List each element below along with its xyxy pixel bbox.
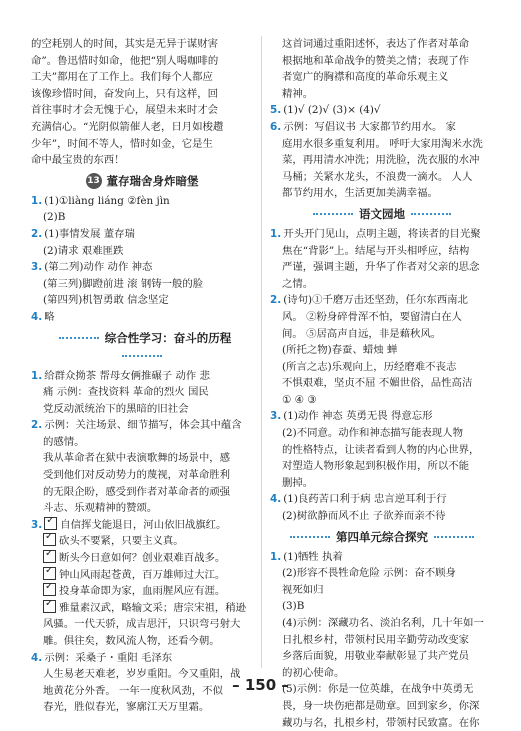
- answer-line: [270, 259, 494, 276]
- answer-line: [31, 467, 253, 484]
- answer-text: 乡落后面貌，用敬业奉献彰显了共产党员: [282, 650, 470, 663]
- heading-rule: [290, 536, 330, 538]
- item-number: 1.: [270, 227, 282, 240]
- answer-text: 的无限企盼，感受到作者对革命者的顽强: [43, 485, 231, 498]
- yuwenyuandi-answers: [270, 226, 494, 525]
- item-number: 2.: [270, 294, 282, 307]
- heading-rule: [122, 355, 162, 357]
- answer-text: (1)牺牲 执着: [283, 550, 343, 563]
- answer-line: [31, 434, 253, 451]
- answer-line: [270, 243, 494, 260]
- answer-text: 受到他们对反动势力的蔑视，对革命胜利: [43, 469, 231, 482]
- answer-line: [270, 392, 494, 409]
- item-number: 6.: [270, 120, 282, 133]
- answer-text: 春光，胜似春光，寥廓江天万里霜。: [43, 701, 210, 714]
- text-line: 者宽广的胸襟和高度的革命乐观主义: [282, 71, 449, 84]
- zonghexing-answers: [31, 368, 253, 716]
- left-column: [31, 36, 253, 716]
- answer-line: [31, 450, 253, 467]
- item-number: 3.: [31, 518, 43, 531]
- item-number: 3.: [270, 410, 282, 423]
- answer-line: [31, 243, 253, 260]
- answer-line: [31, 484, 253, 501]
- answer-text: 略: [44, 310, 55, 323]
- answer-text: 给群众拗茶 帮母女俩推碾子 动作 悲: [44, 369, 210, 382]
- answer-line: [270, 226, 494, 243]
- column-divider: [261, 36, 262, 668]
- poem-line: 自信挥戈能退日，河山依旧战旗红。: [60, 518, 227, 531]
- answer-text: 人生易老天难老，岁岁重阳。今又重阳，战: [43, 668, 241, 681]
- answer-text: (1)良药苦口利于病 忠言逆耳利于行: [283, 493, 447, 506]
- answer-line: [270, 375, 494, 392]
- page-number: – 150 –: [232, 676, 289, 694]
- answer-line: [31, 226, 253, 243]
- answer-text: 删掉。: [282, 476, 314, 489]
- section-heading-13: [31, 172, 253, 190]
- answer-line: [270, 458, 494, 475]
- heading-rule: [313, 213, 353, 215]
- item-number: 4.: [270, 493, 282, 506]
- answer-line: [31, 417, 253, 434]
- answer-text: 的性格特点，让读者看到人物的内心世界，: [282, 443, 480, 456]
- text-line: 精神。: [282, 87, 314, 100]
- item-number: 3.: [31, 261, 43, 274]
- answer-text: (2)不同意。动作和神态描写能表现人物: [282, 427, 463, 440]
- lesson-number-badge: 13: [86, 173, 102, 189]
- answer-line: [270, 598, 494, 615]
- answer-line: [31, 401, 253, 418]
- text-line: 命中最宝贵的东西！: [31, 154, 125, 167]
- answer-text: 日扎根乡村，带领村民用辛勤劳动改变家: [282, 633, 470, 646]
- answer-line: [270, 152, 494, 169]
- answer-line: [270, 326, 494, 343]
- left-intro: [31, 36, 253, 169]
- answer-line: [270, 615, 494, 632]
- poem-line: 风骚。一代天骄，成吉思汗，只识弯弓射大: [43, 618, 241, 631]
- answer-text: ① ④ ③: [282, 393, 317, 406]
- answer-text: 庭用水很多重复利用。 呼吁大家用淘米水洗: [282, 137, 483, 150]
- answer-text: 的感情。: [43, 435, 85, 448]
- answer-line: [270, 408, 494, 425]
- answer-line: [270, 442, 494, 459]
- unit4-answers: [270, 549, 494, 731]
- answer-line: [270, 698, 494, 715]
- poem-line: 雕。俱往矣，数风流人物，还看今朝。: [43, 635, 220, 647]
- answer-line: [31, 368, 253, 385]
- answer-text: 焦在“背影”上。结尾与开头相呼应，结构: [282, 244, 470, 257]
- text-line: 工夫”都用在了工作上。我们每个人都应: [31, 71, 213, 84]
- answer-line: [270, 276, 494, 293]
- answer-text: 斗志、乐观精神的赞颂。: [43, 502, 158, 515]
- answer-line: [31, 276, 253, 293]
- answer-text: (2)形容不畏牲命危险 示例：奋不顾身: [282, 567, 456, 580]
- checkbox-checked-icon: [43, 567, 56, 580]
- heading-rule: [434, 536, 474, 538]
- answer-line: [31, 633, 253, 650]
- items-5-6: [270, 102, 494, 202]
- answer-text: 视死如归: [282, 583, 324, 596]
- poem-line: 钟山风雨起苍黄，百万雄师过大江。: [59, 568, 226, 581]
- answer-line: [31, 533, 253, 550]
- checkbox-checked-icon: [43, 583, 56, 596]
- section-heading-unit4: [270, 528, 494, 546]
- answer-line: [31, 517, 253, 534]
- poem-line: 砍头不要紧，只要主义真。: [59, 535, 184, 548]
- answer-text: 藏功与名，扎根乡村，带领村民致富。在你: [282, 716, 480, 729]
- item-number: 4.: [31, 651, 43, 664]
- text-line: 命”。鲁迅惜时如命，他把“别人喝咖啡的: [31, 54, 219, 67]
- answer-line: [270, 185, 494, 202]
- right-intro: [270, 36, 494, 102]
- answer-text: 严谨，强调主题，升华了作者对父亲的思念: [282, 261, 480, 274]
- answer-line: [31, 583, 253, 600]
- answer-text: 我从革命者在狱中表演歌舞的场景中，感: [43, 452, 231, 465]
- item-number: 1.: [270, 550, 282, 563]
- answer-line: [31, 600, 253, 617]
- text-line: 根据地和革命战争的赞美之情；表现了作: [282, 54, 470, 67]
- answer-line: [270, 508, 494, 525]
- text-line: 充满信心。“光阴似箭催人老，日月如梭趱: [31, 120, 224, 133]
- item-number: 4.: [31, 310, 43, 323]
- answer-text: 开头开门见山，点明主题，将读者的目光聚: [283, 227, 481, 240]
- checkbox-checked-icon: [43, 600, 56, 613]
- answer-text: 之情。: [282, 277, 314, 290]
- answer-text: 风。 ②粉身碎骨浑不怕，要留清白在人: [282, 310, 462, 323]
- item-number: 1.: [31, 194, 43, 207]
- answer-text: (第二列)动作 动作 神态: [44, 261, 153, 274]
- text-line: 首往事时才会无愧于心，展望未来时才会: [31, 104, 219, 117]
- answer-line: [270, 136, 494, 153]
- answer-line: [270, 582, 494, 599]
- answer-text: 示例：写倡议书 大家都节约用水。 家: [283, 120, 457, 133]
- answer-line: [270, 119, 494, 136]
- answer-line: [270, 491, 494, 508]
- poem-line: 断头今日意如何？创业艰难百战多。: [59, 552, 226, 565]
- answer-line: [270, 102, 494, 119]
- answer-text: 间。 ⑤居高声自远，非是藉秋风。: [282, 327, 442, 340]
- answer-text: 地黄花分外香。 一年一度秋风劲，不似: [43, 684, 223, 697]
- answer-text: (所托之物)春蚕、蜡烛 蝉: [282, 344, 398, 357]
- section-title: 第四单元综合探究: [336, 529, 428, 544]
- answer-text: (第四列)机智勇敢 信念坚定: [43, 294, 169, 307]
- answer-text: 畏，身一块伤疤都是勋章。回到家乡，你深: [282, 699, 480, 712]
- checkbox-checked-icon: [43, 550, 56, 563]
- item-number: 2.: [31, 419, 43, 432]
- answer-text: 不惧艰难，坚贞不屈 不媚世俗，品性高洁: [282, 377, 473, 390]
- section-heading-yuwenyuandi: [270, 205, 494, 223]
- answer-text: 示例：关注场景、细节描写，体会其中蕴含: [44, 419, 242, 432]
- answer-line: [270, 715, 494, 731]
- answer-text: 菜，再用清水冲洗；用洗脸，洗衣服的水冲: [282, 154, 480, 167]
- answer-line: [31, 699, 253, 716]
- answer-line: [270, 359, 494, 376]
- text-line: 少年”，时间不等人，惜时如金，它是生: [31, 137, 213, 150]
- section-title: 语文园地: [359, 206, 405, 221]
- answer-line: [31, 650, 253, 667]
- answer-line: [31, 292, 253, 309]
- answer-line: [270, 169, 494, 186]
- answer-text: (3)B: [282, 600, 305, 613]
- answer-text: (2)树欲静而风不止 子欲养而亲不待: [282, 510, 446, 523]
- answer-line: [270, 425, 494, 442]
- section-title: 董存瑞舍身炸暗堡: [106, 173, 199, 188]
- answer-text: (1)①liàng liáng ②fèn jìn: [44, 194, 170, 207]
- item-number: 2.: [31, 227, 43, 240]
- answer-text: (1)√ (2)√ (3)× (4)√: [283, 104, 381, 117]
- answer-line: [270, 309, 494, 326]
- answer-line: [31, 209, 253, 226]
- answer-text: 痛 示例：查找资料 革命的烈火 国民: [43, 386, 209, 399]
- answer-line: [270, 549, 494, 566]
- section-heading-zonghexing: [31, 329, 253, 365]
- answer-text: (所言之志)乐观向上，历经磨难不丧志: [282, 360, 457, 373]
- section-title: 综合性学习：奋斗的历程: [104, 330, 232, 345]
- checkbox-checked-icon: [44, 517, 57, 530]
- text-line: 这首词通过重阳述怀，表达了作者对革命: [282, 38, 470, 50]
- answer-text: 对塑造人物形象起到积极作用，所以不能: [282, 460, 470, 473]
- text-line: 的空耗别人的时间，其实是无异于谋财害: [31, 38, 219, 50]
- answer-line: [31, 500, 253, 517]
- answer-line: [270, 292, 494, 309]
- answer-line: [31, 193, 253, 210]
- answer-line: [270, 342, 494, 359]
- right-column: [270, 36, 494, 731]
- answer-line: [270, 632, 494, 649]
- answer-text: 的初心使命。: [282, 666, 345, 679]
- answer-text: 都节约用水，生活更加美满幸福。: [282, 187, 438, 200]
- answer-text: 马桶；关紧水龙头，不浪费一滴水。 人人: [282, 170, 473, 183]
- answer-line: [270, 475, 494, 492]
- answer-text: (2)请求 艰难匪跌: [43, 244, 124, 257]
- poem-line: 投身革命即为家，血雨腥风应有涯。: [59, 585, 226, 598]
- answer-line: [31, 259, 253, 276]
- answer-line: [31, 567, 253, 584]
- item-number: 1.: [31, 369, 43, 382]
- answer-text: (2)B: [43, 211, 66, 224]
- answer-line: [270, 648, 494, 665]
- answer-line: [31, 550, 253, 567]
- answer-text: (4)示例：深藏功名、淡泊名利，几十年如一: [282, 617, 484, 629]
- answer-text: (5)示例：你是一位英雄，在战争中英勇无: [282, 683, 474, 696]
- section-13-answers: [31, 193, 253, 326]
- text-line: 该像珍惜时间，奋发向上，只有这样，回: [31, 87, 219, 100]
- answer-text: (1)事情发展 董存瑞: [44, 227, 135, 240]
- answer-text: (第三列)脚蹬前进 滚 钢铸一般的脸: [43, 277, 204, 290]
- checkbox-checked-icon: [43, 533, 56, 546]
- item-number: 5.: [270, 104, 282, 117]
- poem-line: 雅量素汉武，略输文采；唐宗宋祖，稍逊: [59, 601, 247, 614]
- heading-rule: [411, 213, 451, 215]
- answer-line: [270, 565, 494, 582]
- answer-line: [31, 384, 253, 401]
- answer-line: [31, 616, 253, 633]
- answer-text: (1)动作 神态 英勇无畏 得意忘形: [283, 410, 433, 423]
- heading-rule: [59, 337, 99, 339]
- answer-text: 示例：采桑子・重阳 毛泽东: [44, 651, 173, 664]
- answer-text: (诗句)①千磨万击还坚劲，任尔东西南北: [283, 294, 468, 307]
- answer-line: [31, 309, 253, 326]
- answer-text: 党反动派统治下的黑暗的旧社会: [43, 402, 189, 415]
